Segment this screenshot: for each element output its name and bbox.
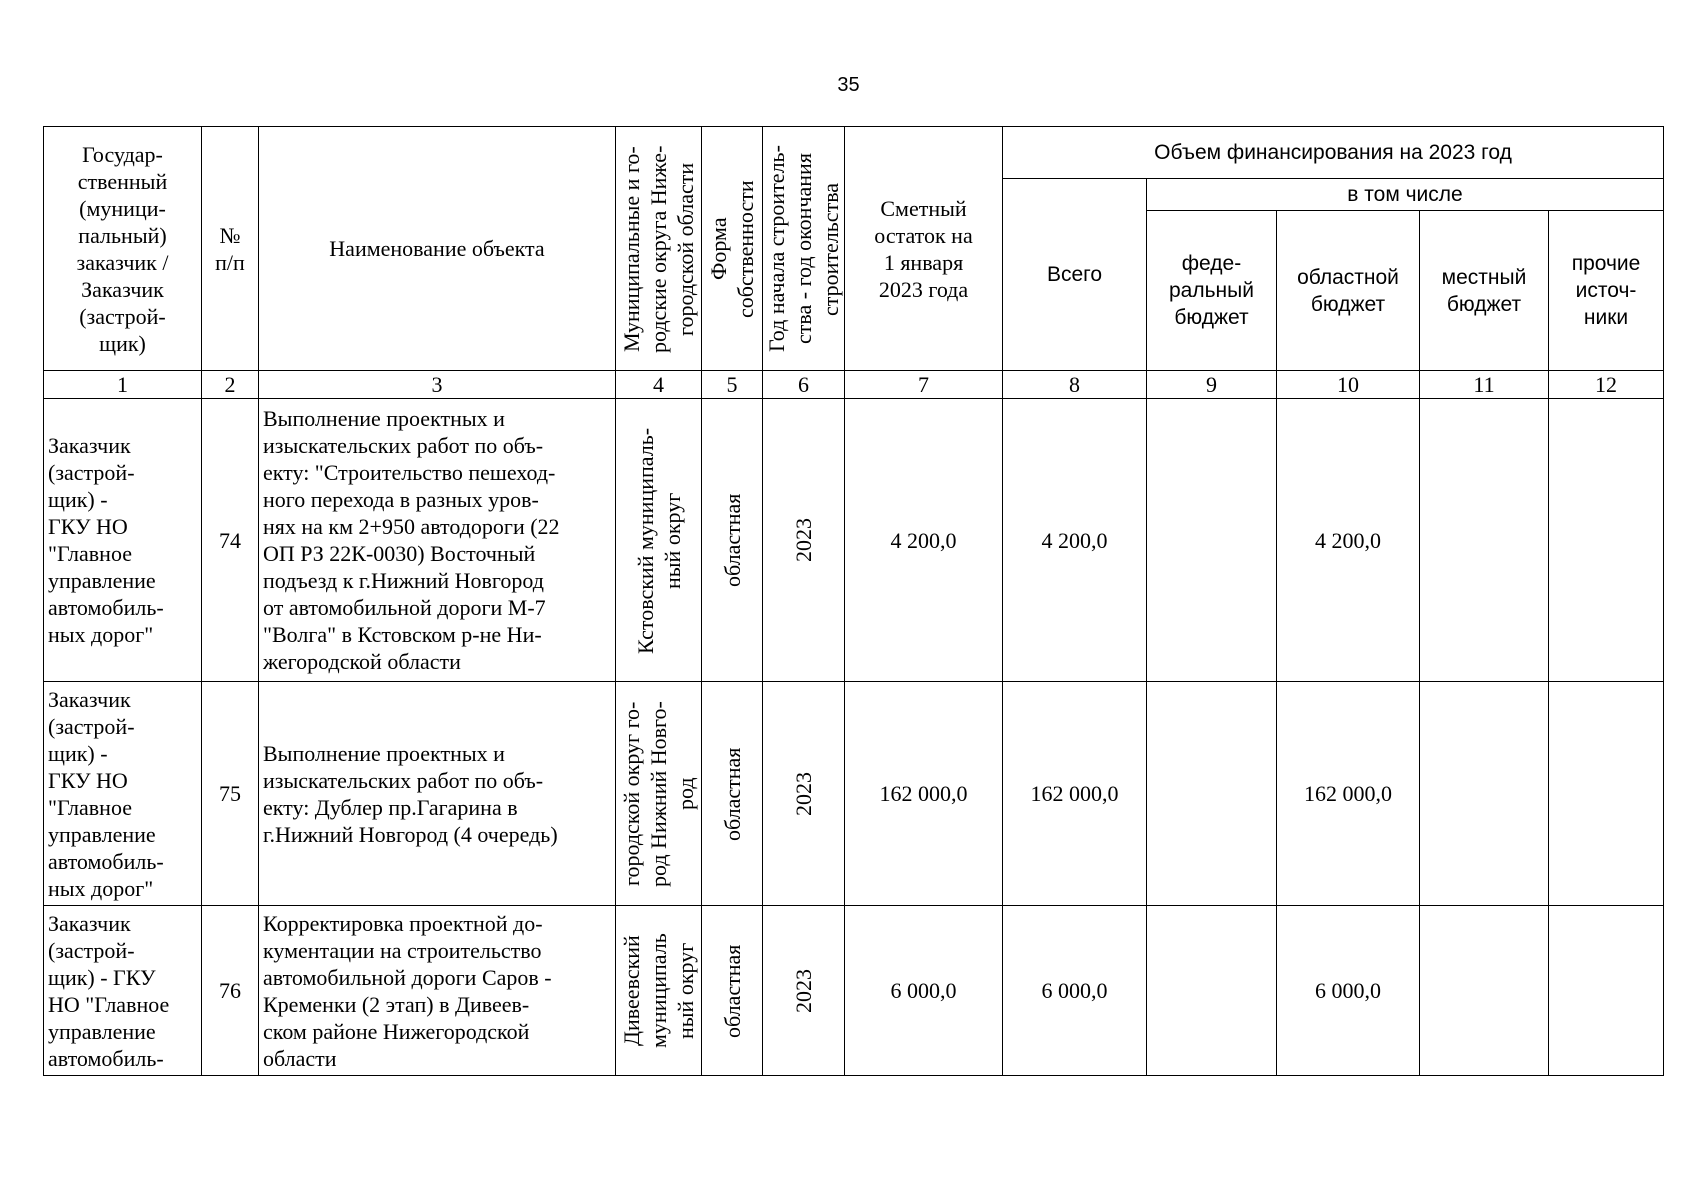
row-num: 76 <box>202 906 259 1076</box>
row-years: 2023 <box>763 399 845 682</box>
row-other <box>1549 399 1664 682</box>
column-number: 3 <box>259 371 616 399</box>
column-number: 12 <box>1549 371 1664 399</box>
column-number: 1 <box>44 371 202 399</box>
row-total: 162 000,0 <box>1003 682 1147 906</box>
row-regional: 6 000,0 <box>1277 906 1420 1076</box>
table-row <box>44 682 1664 906</box>
row-object-name: Выполнение проектных и изыскательских работ по объ- екту: "Строительство пешеход- ного перехода в разных уров- нях на км 2+950 автодороги (22 ОП РЗ 22К-0030) Восточный подъезд к г.Нижний Новгород от автомобильной дороги М-7 "Волга" в Кстовском р-не Ни- жегородской области <box>259 399 616 682</box>
header-including: в том числе <box>1147 179 1664 211</box>
row-local <box>1420 399 1549 682</box>
header-row <box>44 127 1664 179</box>
row-years: 2023 <box>763 682 845 906</box>
row-total: 4 200,0 <box>1003 399 1147 682</box>
header-other: прочие источ- ники <box>1549 211 1664 371</box>
row-ownership: областная <box>702 906 763 1076</box>
row-object-name: Выполнение проектных и изыскательских работ по объ- екту: Дублер пр.Гагарина в г.Нижний Новгород (4 очередь) <box>259 682 616 906</box>
page-number: 35 <box>837 74 860 96</box>
header-ownership: Форма собственности <box>702 127 763 371</box>
header-federal: феде- ральный бюджет <box>1147 211 1277 371</box>
row-other <box>1549 682 1664 906</box>
row-num: 75 <box>202 682 259 906</box>
header-financing: Объем финансирования на 2023 год <box>1003 127 1664 179</box>
row-regional: 162 000,0 <box>1277 682 1420 906</box>
header-customer: Государ- ственный (муници- пальный) заказчик / Заказчик (застрой- щик) <box>44 127 202 371</box>
header-regional: областной бюджет <box>1277 211 1420 371</box>
row-object-name: Корректировка проектной до- кументации на строительство автомобильной дороги Саров - Кременки (2 этап) в Дивеев- ском районе Нижегородской области <box>259 906 616 1076</box>
column-number: 2 <box>202 371 259 399</box>
header-municipality: Муниципальные и го- родские округа Ниже- городской области <box>616 127 702 371</box>
header-years: Год начала строитель- ства - год окончания строительства <box>763 127 845 371</box>
row-total: 6 000,0 <box>1003 906 1147 1076</box>
row-years: 2023 <box>763 906 845 1076</box>
column-number: 7 <box>845 371 1003 399</box>
row-estimate: 6 000,0 <box>845 906 1003 1076</box>
header-num: № п/п <box>202 127 259 371</box>
row-customer: Заказчик (застрой- щик) - ГКУ НО "Главное управление автомобиль- ных дорог" <box>44 399 202 682</box>
financing-table <box>43 126 1664 1076</box>
header-estimate: Сметный остаток на 1 января 2023 года <box>845 127 1003 371</box>
table-row <box>44 399 1664 682</box>
row-municipality: Дивеевский муниципаль ный округ <box>616 906 702 1076</box>
column-number: 10 <box>1277 371 1420 399</box>
row-ownership: областная <box>702 682 763 906</box>
column-number-row <box>44 371 1664 399</box>
row-federal <box>1147 906 1277 1076</box>
column-number: 5 <box>702 371 763 399</box>
row-customer: Заказчик (застрой- щик) - ГКУ НО "Главное управление автомобиль- <box>44 906 202 1076</box>
row-municipality: городской округ го- род Нижний Новго- род <box>616 682 702 906</box>
row-local <box>1420 682 1549 906</box>
row-regional: 4 200,0 <box>1277 399 1420 682</box>
column-number: 11 <box>1420 371 1549 399</box>
header-local: местный бюджет <box>1420 211 1549 371</box>
row-ownership: областная <box>702 399 763 682</box>
row-other <box>1549 906 1664 1076</box>
table-row <box>44 906 1664 1076</box>
column-number: 6 <box>763 371 845 399</box>
column-number: 4 <box>616 371 702 399</box>
row-estimate: 162 000,0 <box>845 682 1003 906</box>
header-total: Всего <box>1003 179 1147 371</box>
header-object-name: Наименование объекта <box>259 127 616 371</box>
row-local <box>1420 906 1549 1076</box>
row-num: 74 <box>202 399 259 682</box>
row-municipality: Кстовский муниципаль- ный округ <box>616 399 702 682</box>
row-customer: Заказчик (застрой- щик) - ГКУ НО "Главное управление автомобиль- ных дорог" <box>44 682 202 906</box>
row-federal <box>1147 682 1277 906</box>
row-estimate: 4 200,0 <box>845 399 1003 682</box>
column-number: 8 <box>1003 371 1147 399</box>
column-number: 9 <box>1147 371 1277 399</box>
row-federal <box>1147 399 1277 682</box>
